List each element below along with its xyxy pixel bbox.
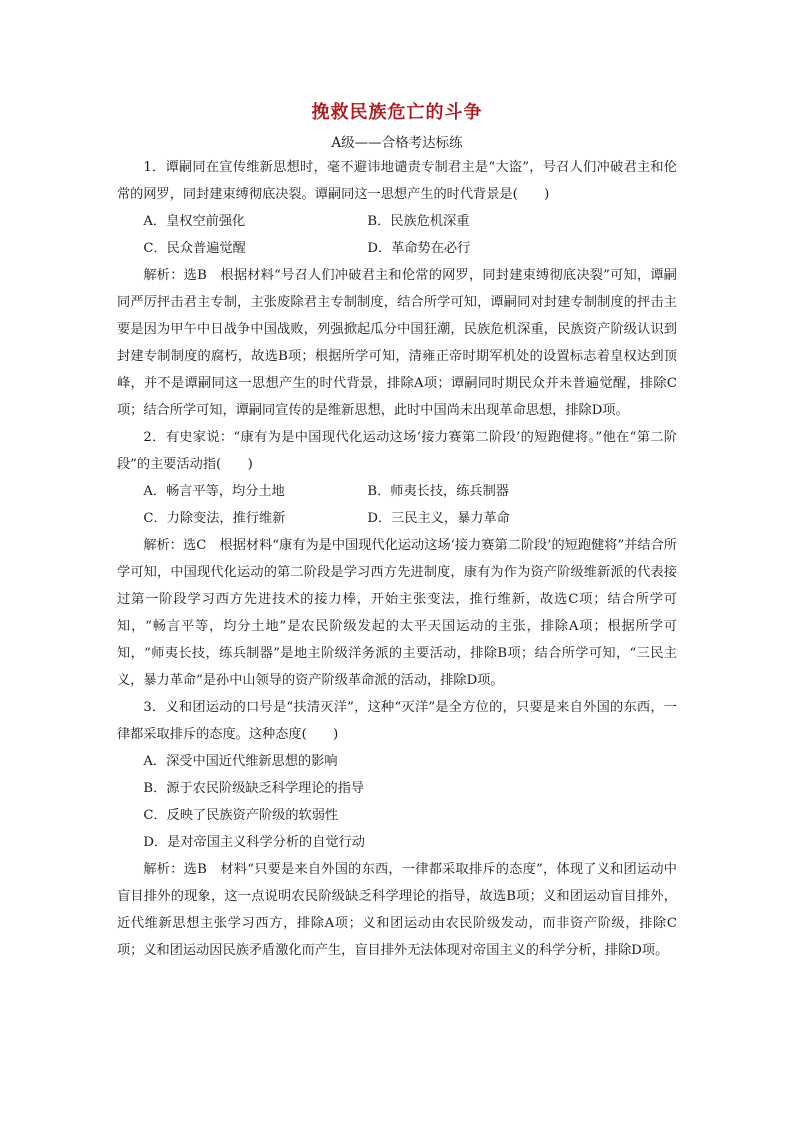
question-list <box>117 154 677 964</box>
option-d: D．革命势在必行 <box>367 241 471 256</box>
option-b: B．源于农民阶级缺乏科学理论的指导 <box>143 781 365 796</box>
option-d: D．是对帝国主义科学分析的自觉行动 <box>143 835 365 850</box>
question-stem: 2．有史家说：“康有为是中国现代化运动这场‘接力赛第二阶段’的短跑健将。”他在“第二阶段”的主要活动指( ) <box>117 430 677 472</box>
answer-analysis: 解析：选C 根据材料“康有为是中国现代化运动这场‘接力赛第二阶段’的短跑健将”并结合所学可知，中国现代化运动的第二阶段是学习西方先进制度，康有为作为资产阶级维新派的代表接过第一阶段学习西方先进技术的接力棒，开始主张变法，推行维新，故选C项；结合所学可知，“畅言平等，均分土地”是农民阶级发起的太平天国运动的主张，排除A项；根据所学可知，“师夷长技，练兵制器”是地主阶级洋务派的主要活动，排除B项；结合所学可知，“三民主义，暴力革命”是孙中山领导的资产阶级革命派的活动，排除D项。 <box>117 538 677 688</box>
option-c: C．力除变法，推行维新 <box>143 511 286 526</box>
question-stem: 3．义和团运动的口号是“扶清灭洋”，这种“灭洋”是全方位的，只要是来自外国的东西，一律都采取排斥的态度。这种态度( ) <box>117 700 677 742</box>
option-c: C．反映了民族资产阶级的软弱性 <box>143 808 339 823</box>
question-stem: 1．谭嗣同在宣传维新思想时，毫不避讳地谴责专制君主是“大盗”，号召人们冲破君主和伦常的网罗，同封建束缚彻底决裂。谭嗣同这一思想产生的时代背景是( ) <box>117 160 677 202</box>
option-row <box>117 505 677 532</box>
option-c: C．民众普遍觉醒 <box>143 241 246 256</box>
option-a: A．皇权空前强化 <box>143 214 246 229</box>
answer-analysis: 解析：选B 根据材料“号召人们冲破君主和伦常的网罗，同封建束缚彻底决裂”可知，谭嗣同严厉抨击君主专制，主张废除君主专制制度，结合所学可知，谭嗣同对封建专制制度的抨击主要是因为甲午中日战争中国战败，列强掀起瓜分中国狂潮，民族危机深重，民族资产阶级认识到封建专制制度的腐朽，故选B项；根据所学可知，清雍正帝时期军机处的设置标志着皇权达到顶峰，并不是谭嗣同这一思想产生的时代背景，排除A项；谭嗣同时期民众并未普遍觉醒，排除C项；结合所学可知，谭嗣同宣传的是维新思想，此时中国尚未出现革命思想，排除D项。 <box>117 268 677 418</box>
option-a: A．畅言平等，均分土地 <box>143 484 285 499</box>
document-title: 挽救民族危亡的斗争 <box>311 102 483 123</box>
option-d: D．三民主义，暴力革命 <box>367 511 510 526</box>
option-a: A．深受中国近代维新思想的影响 <box>143 754 338 769</box>
option-row <box>117 235 677 262</box>
answer-analysis: 解析：选B 材料“只要是来自外国的东西，一律都采取排斥的态度”，体现了义和团运动中盲目排外的现象，这一点说明农民阶级缺乏科学理论的指导，故选B项；义和团运动盲目排外，近代维新思想主张学习西方，排除A项；义和团运动由农民阶级发动，而非资产阶级，排除C项；义和团运动因民族矛盾激化而产生，盲目排外无法体现对帝国主义的科学分析，排除D项。 <box>117 862 677 958</box>
option-row <box>117 208 677 235</box>
section-level-heading: A级——合格考达标练 <box>331 135 463 151</box>
option-b: B．民族危机深重 <box>367 214 470 229</box>
option-row <box>117 478 677 505</box>
option-b: B．师夷长技，练兵制器 <box>367 484 509 499</box>
